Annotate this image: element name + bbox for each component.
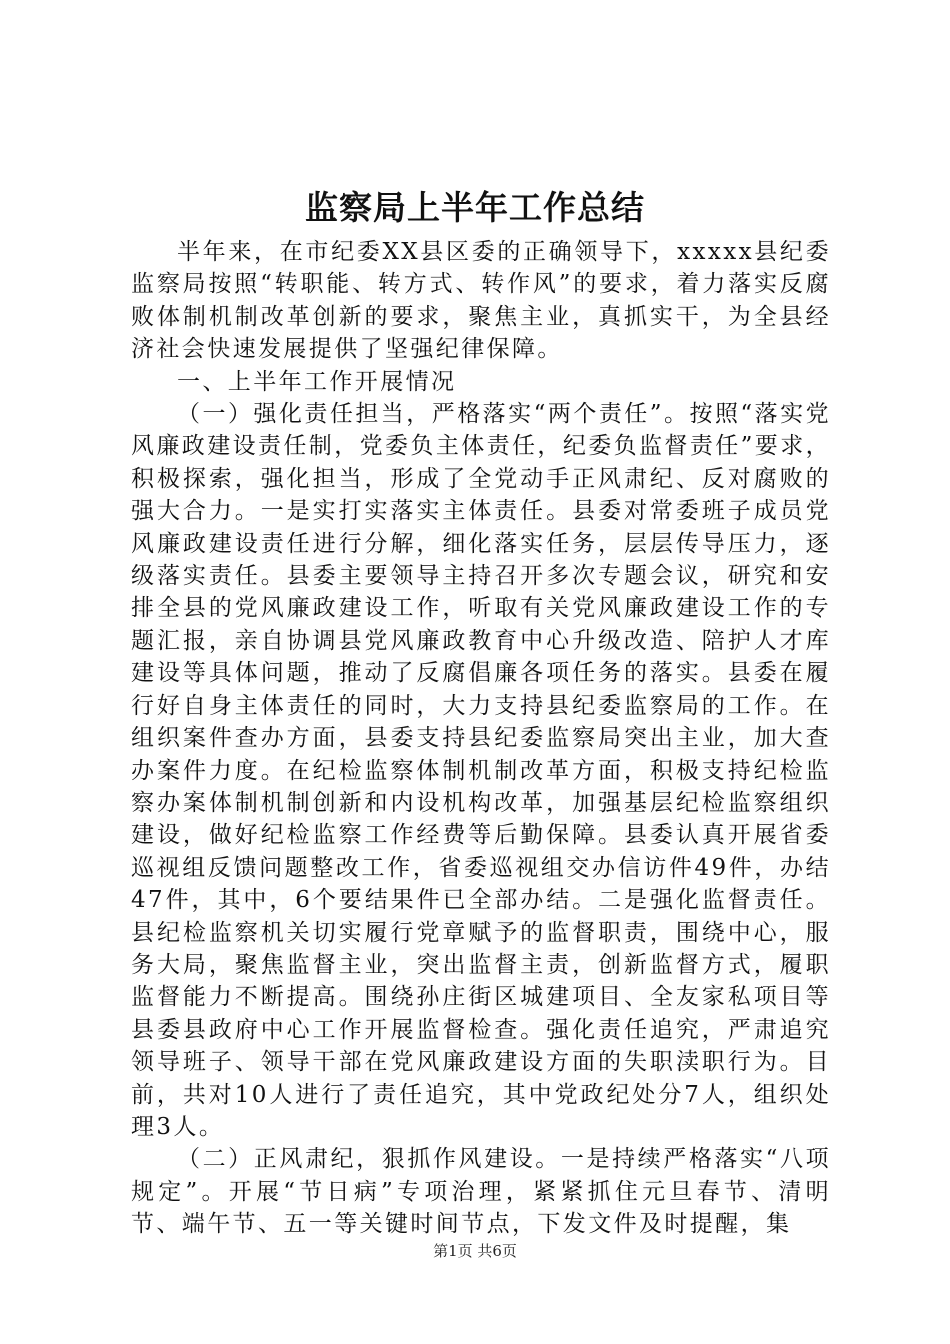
paragraph-intro: 半年来，在市纪委XX县区委的正确领导下，xxxxx县纪委监察局按照“转职能、转方式、转作风”的要求，着力落实反腐败体制机制改革创新的要求，聚焦主业，真抓实干，为全县经济社会快速发展提供了坚强纪律保障。 [131,239,831,363]
paragraph-work-style: （二）正风肃纪，狠抓作风建设。一是持续严格落实“八项规定”。开展“节日病”专项治理，紧紧抓住元旦春节、清明节、端午节、五一等关键时间节点，下发文件及时提醒，集 [131,1146,831,1238]
document-body [131,236,831,1241]
document-title: 监察局上半年工作总结 [305,188,645,227]
section-heading: 一、上半年工作开展情况 [177,368,457,395]
paragraph-responsibility: （一）强化责任担当，严格落实“两个责任”。按照“落实党风廉政建设责任制，党委负主体责任，纪委负监督责任”要求，积极探索，强化担当，形成了全党动手正风肃纪、反对腐败的强大合力。一是实打实落实主体责任。县委对常委班子成员党风廉政建设责任进行分解，细化落实任务，层层传导压力，逐级落实责任。县委主要领导主持召开多次专题会议，研究和安排全县的党风廉政建设工作，听取有关党风廉政建设工作的专题汇报，亲自协调县党风廉政教育中心升级改造、陪护人才库建设等具体问题，推动了反腐倡廉各项任务的落实。县委在履行好自身主体责任的同时，大力支持县纪委监察局的工作。在组织案件查办方面，县委支持县纪委监察局突出主业，加大查办案件力度。在纪检监察体制机制改革方面，积极支持纪检监察办案体制机制创新和内设机构改革，加强基层纪检监察组织建设，做好纪检监察工作经费等后勤保障。县委认真开展省委巡视组反馈问题整改工作，省委巡视组交办信访件49件，办结47件，其中，6个要结果件已全部办结。二是强化监督责任。县纪检监察机关切实履行党章赋予的监督职责，围绕中心，服务大局，聚焦监督主业，突出监督主责，创新监督方式，履职监督能力不断提高。围绕孙庄街区城建项目、全友家私项目等县委县政府中心工作开展监督检查。强化责任追究，严肃追究领导班子、领导干部在党风廉政建设方面的失职渎职行为。目前，共对10人进行了责任追究，其中党政纪处分7人，组织处理3人。 [131,401,831,1140]
page-number-footer: 第1页 共6页 [433,1242,517,1260]
